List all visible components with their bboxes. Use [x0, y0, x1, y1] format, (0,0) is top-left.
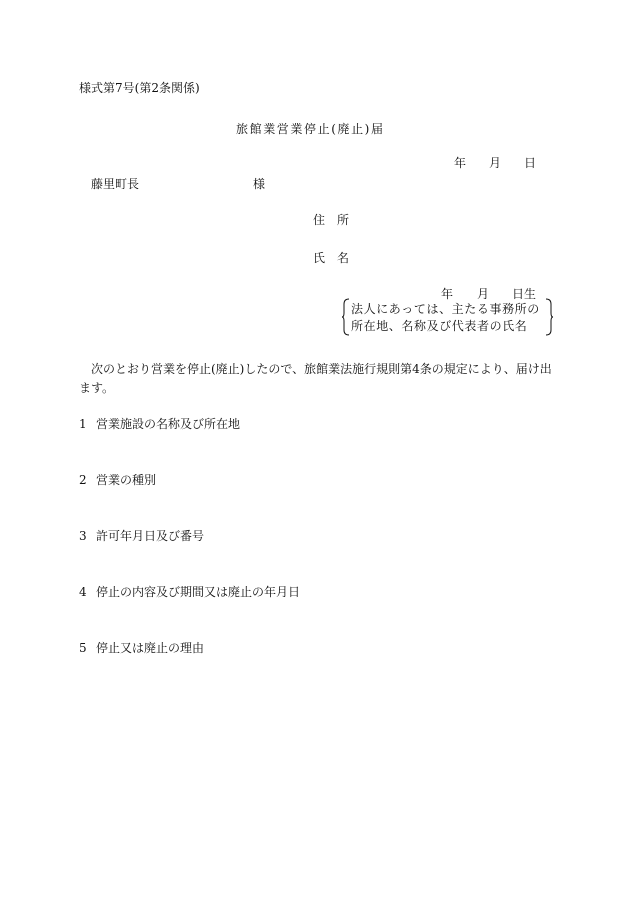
name-label: 氏 名	[313, 251, 350, 265]
item-label: 許可年月日及び番号	[96, 529, 205, 543]
item-number: 2	[79, 473, 87, 487]
date-day-label: 日	[524, 156, 537, 170]
date-month-label: 月	[489, 156, 502, 170]
item-number: 4	[79, 585, 87, 599]
form-number: 様式第7号(第2条関係)	[79, 81, 200, 95]
address-label: 住 所	[313, 213, 350, 227]
item-label: 停止の内容及び期間又は廃止の年月日	[96, 585, 301, 599]
birth-year-label: 年	[441, 287, 454, 301]
item-number: 5	[79, 641, 87, 655]
item-number: 3	[79, 529, 87, 543]
birth-month-label: 月	[477, 287, 490, 301]
item-label: 営業の種別	[96, 473, 157, 487]
birth-day-label: 日生	[512, 287, 537, 301]
addressee-honorific: 様	[253, 177, 266, 191]
document-title: 旅館業営業停止(廃止)届	[236, 122, 385, 136]
item-label: 停止又は廃止の理由	[96, 641, 205, 655]
item-label: 営業施設の名称及び所在地	[96, 417, 241, 431]
body-paragraph: 次のとおり営業を停止(廃止)したので、旅館業法施行規則第4条の規定により、届け出ます。	[79, 362, 552, 395]
addressee-name: 藤里町長	[91, 177, 140, 191]
item-number: 1	[79, 417, 87, 431]
corporate-note-line-1: 法人にあっては、主たる事務所の	[351, 302, 540, 316]
corporate-note	[342, 298, 553, 336]
corporate-note-line-2: 所在地、名称及び代表者の氏名	[351, 319, 528, 333]
date-year-label: 年	[454, 156, 467, 170]
